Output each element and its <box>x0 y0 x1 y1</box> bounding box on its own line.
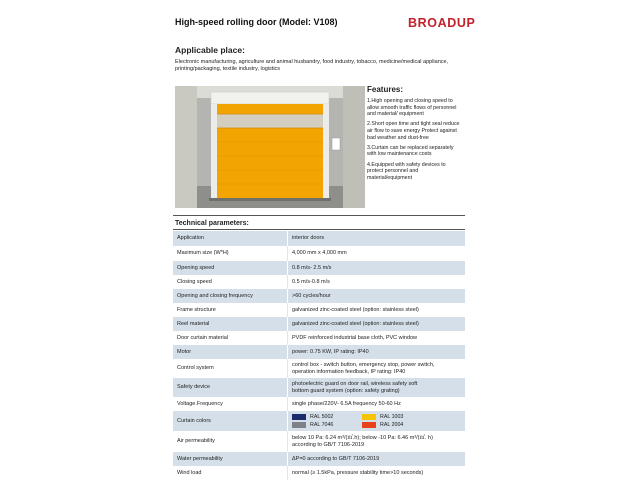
table-row <box>173 231 465 246</box>
applicable-heading: Applicable place: <box>175 45 245 55</box>
color-swatch <box>292 414 306 420</box>
param-label: Safety device <box>177 384 211 391</box>
param-label: Frame structure <box>177 306 216 313</box>
param-value: galvanized zinc-coated steel (option: stainless steel) <box>292 306 419 313</box>
param-value: operation information feedback, IP rating: IP40 <box>292 368 406 375</box>
param-value: bottom guard system (option: safety grating) <box>292 387 400 394</box>
section-divider <box>173 215 465 216</box>
param-label: Opening and closing frequency <box>177 292 253 299</box>
table-row <box>173 378 465 397</box>
color-swatch-label: RAL 7046 <box>310 421 334 428</box>
table-row <box>173 246 465 261</box>
table-row <box>173 397 465 411</box>
param-label: Opening speed <box>177 264 215 271</box>
param-value: ΔP=0 according to GB/T 7106-2019 <box>292 455 380 462</box>
table-row <box>173 452 465 466</box>
param-value: 0.8 m/s- 2.5 m/s <box>292 264 332 271</box>
technical-heading: Technical parameters: <box>175 220 249 227</box>
table-row <box>173 331 465 345</box>
section-divider <box>173 229 465 230</box>
param-label: Application <box>177 235 204 242</box>
color-swatch <box>362 414 376 420</box>
param-label: Maximum size (W*H) <box>177 250 229 257</box>
feature-item: 2.Short open time and tight seal reduce air flow to save energy Protect against bad weather and dust-free <box>367 121 460 141</box>
param-label: Wind load <box>177 469 202 476</box>
table-row <box>173 317 465 331</box>
param-label: Reel material <box>177 320 210 327</box>
param-label: Motor <box>177 348 192 355</box>
color-swatch <box>292 422 306 428</box>
table-row <box>173 261 465 275</box>
param-value: control box - switch button, emergency stop, power switch, <box>292 361 435 368</box>
param-label: Closing speed <box>177 278 212 285</box>
spec-sheet <box>170 0 476 480</box>
param-value: 0.5 m/s-0.8 m/s <box>292 278 330 285</box>
features-list <box>367 98 463 185</box>
color-swatch-label: RAL 1003 <box>380 413 404 420</box>
param-value: photoelectric guard on door rail, wireless safety soft <box>292 380 418 387</box>
table-row <box>173 359 465 378</box>
brand-logo: BROADUP <box>408 16 476 30</box>
feature-item: 3.Curtain can be replaced separately with low maintenance costs <box>367 144 454 158</box>
param-label: Voltage.Frequency <box>177 400 223 407</box>
table-row <box>173 431 465 452</box>
color-swatch-label: RAL 2004 <box>380 421 404 428</box>
feature-item: 1.High opening and closing speed to allow smooth traffic flows of personnel and material/ equipment <box>367 98 457 118</box>
param-value: interior doors <box>292 235 325 242</box>
table-row <box>173 411 465 431</box>
table-row <box>173 466 465 480</box>
param-value: galvanized zinc-coated steel (option: stainless steel) <box>292 320 419 327</box>
param-value: according to GB/T 7106-2019 <box>292 441 365 448</box>
param-label: Control system <box>177 365 214 372</box>
table-row <box>173 289 465 303</box>
curtain-color-swatches <box>287 411 465 431</box>
param-label: Air permeability <box>177 438 215 445</box>
param-value: PVDF reinforced industrial base cloth, PVC window <box>292 334 418 341</box>
param-value: normal (≥ 1.5kPa, pressure stability time>10 seconds) <box>292 469 424 476</box>
features-heading: Features: <box>367 85 404 94</box>
param-value: power: 0.75 KW, IP rating: IP40 <box>292 348 369 355</box>
color-swatch-label: RAL 5002 <box>310 413 334 420</box>
param-value: single phase/220V- 6.5A frequency 50-60 Hz <box>292 400 401 407</box>
table-row <box>173 275 465 289</box>
param-value: below 10 Pa: 6.24 m³/(㎡.h); below -10 Pa: 6.46 m³/(㎡. h) <box>292 434 433 441</box>
param-value: 4,000 mm x 4,000 mm <box>292 250 347 257</box>
document-title: High-speed rolling door (Model: V108) <box>175 17 338 27</box>
table-row <box>173 303 465 317</box>
param-label: Water permeability <box>177 455 223 462</box>
technical-parameters-table <box>173 231 465 480</box>
door-illustration <box>175 86 365 208</box>
table-row <box>173 345 465 359</box>
color-swatch <box>362 422 376 428</box>
param-label: Door curtain material <box>177 334 229 341</box>
rolling-door-photo <box>175 86 365 208</box>
param-value: >60 cycles/hour <box>292 292 331 299</box>
feature-item: 4.Equipped with safety devices to protect personnel and material/equipment <box>367 161 446 181</box>
param-label: Curtain colors <box>177 417 211 424</box>
applicable-text: Electronic manufacturing, agriculture and animal husbandry, food industry, tobacco, medicine/medical appliance, printing/packaging, textile industry, logistics <box>175 59 449 73</box>
